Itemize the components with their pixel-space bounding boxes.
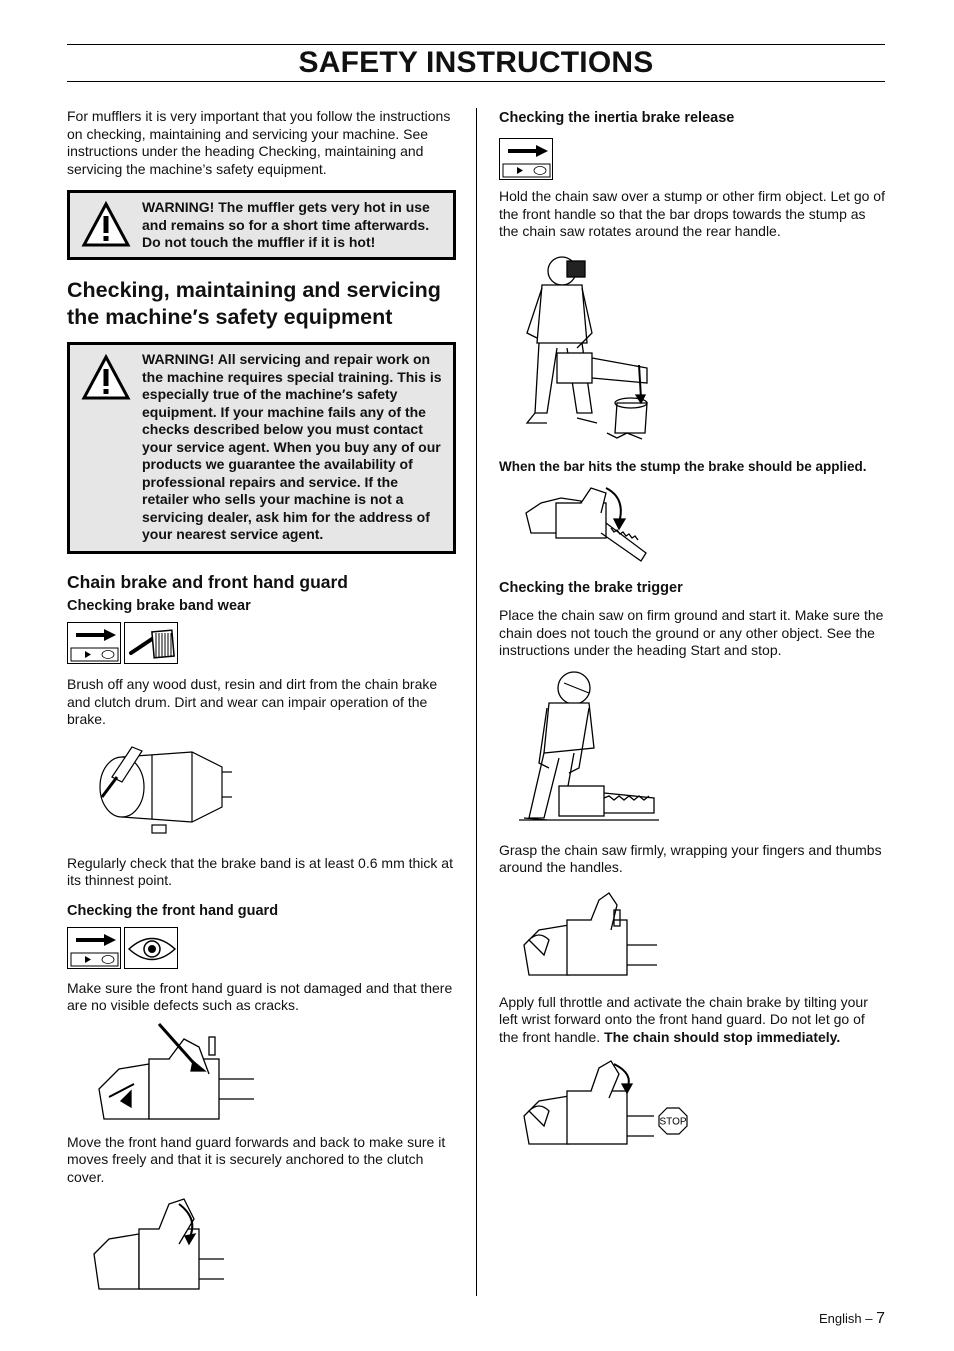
stop-sign-label: STOP bbox=[659, 1116, 687, 1128]
hand-guard-illustration bbox=[89, 1019, 456, 1124]
header-bottom-rule bbox=[67, 81, 885, 82]
section-heading-safety-equipment: Checking, maintaining and servicing the machine′s safety equipment bbox=[67, 278, 441, 329]
brake-trigger-heading: Checking the brake trigger bbox=[499, 580, 683, 596]
chain-stop-emphasis: The chain should stop immediately. bbox=[604, 1028, 841, 1045]
right-column bbox=[499, 108, 885, 1151]
brush-icon bbox=[124, 622, 178, 664]
chain-brake-heading: Chain brake and front hand guard bbox=[67, 572, 348, 592]
header-top-rule bbox=[67, 44, 885, 45]
brake-band-brush-text: Brush off any wood dust, resin and dirt from the chain brake and clutch drum. Dirt and wear can impair operation of the brake. bbox=[67, 676, 438, 727]
muffler-intro-text: For mufflers it is very important that you follow the instructions on checking, maintaining and servicing your machine. See instructions under the heading Checking, maintaining and servicing the machine’s safety equipment. bbox=[67, 108, 451, 177]
full-throttle-instructions: Apply full throttle and activate the chain brake by tilting your left wrist forward onto the front hand guard. Do not let go of the front handle. bbox=[499, 993, 868, 1045]
inertia-instructions-text: Hold the chain saw over a stump or other firm object. Let go of the front handle so that the bar drops towards the stump as the chain saw rotates around the rear handle. bbox=[499, 188, 885, 239]
hand-guard-icons bbox=[67, 927, 456, 969]
brake-band-brush-illustration bbox=[92, 737, 456, 837]
warning-triangle-icon bbox=[70, 193, 142, 257]
warning-triangle-icon bbox=[70, 345, 142, 551]
grasp-handles-text: Grasp the chain saw firmly, wrapping your fingers and thumbs around the handles. bbox=[499, 841, 882, 875]
front-hand-guard-heading: Checking the front hand guard bbox=[67, 902, 279, 919]
stump-caption: When the bar hits the stump the brake should be applied. bbox=[499, 458, 867, 474]
brake-band-wear-heading: Checking brake band wear bbox=[67, 598, 251, 614]
muffler-warning-text: WARNING! The muffler gets very hot in use and remains so for a short time afterwards. Do not touch the muffler if it is hot! bbox=[142, 199, 430, 250]
brake-trigger-text: Place the chain saw on firm ground and start it. Make sure the chain does not touch the ground or any other object. See the instructions under the heading Start and stop. bbox=[499, 607, 884, 658]
column-divider bbox=[476, 108, 477, 1296]
inertia-icons bbox=[499, 138, 885, 180]
eye-icon bbox=[124, 927, 178, 969]
inertia-brake-heading: Checking the inertia brake release bbox=[499, 110, 735, 126]
brake-applied-illustration bbox=[521, 483, 885, 568]
arrow-right-icon bbox=[67, 622, 121, 664]
full-throttle-text bbox=[499, 994, 885, 1047]
footer-language: English bbox=[818, 1311, 862, 1326]
hand-guard-move-text: Move the front hand guard forwards and back to make sure it moves freely and that it is securely anchored to the clutch cover. bbox=[67, 1133, 446, 1185]
page-title: SAFETY INSTRUCTIONS bbox=[298, 46, 654, 79]
footer-dash: – bbox=[865, 1311, 873, 1326]
arrow-right-icon bbox=[67, 927, 121, 969]
page-number: 7 bbox=[876, 1310, 885, 1327]
servicing-warning-box bbox=[67, 342, 456, 554]
hand-guard-move-illustration bbox=[89, 1194, 456, 1294]
hand-guard-damage-text: Make sure the front hand guard is not damaged and that there are no visible defects such as cracks. bbox=[67, 979, 453, 1013]
servicing-warning-text: WARNING! All servicing and repair work on the machine requires special training. This is especially true of the machine′s safety equipment. If your machine fails any of the checks described below you must contact your service agent. When you buy any of our products we guarantee the availability of professional repairs and service. If the retailer who sells your machine is not a servicing dealer, ask him for the address of your nearest service agent. bbox=[142, 351, 442, 542]
grasp-handles-illustration bbox=[519, 885, 885, 980]
start-saw-illustration bbox=[519, 668, 885, 828]
page-footer bbox=[819, 1310, 885, 1328]
arrow-right-icon bbox=[499, 138, 553, 180]
chain-stop-illustration bbox=[519, 1056, 885, 1151]
stump-test-illustration bbox=[517, 253, 885, 443]
brake-band-thickness-text: Regularly check that the brake band is at least 0.6 mm thick at its thinnest point. bbox=[67, 854, 453, 888]
brake-band-icons bbox=[67, 622, 456, 664]
left-column bbox=[67, 108, 456, 1294]
muffler-warning-box bbox=[67, 190, 456, 260]
